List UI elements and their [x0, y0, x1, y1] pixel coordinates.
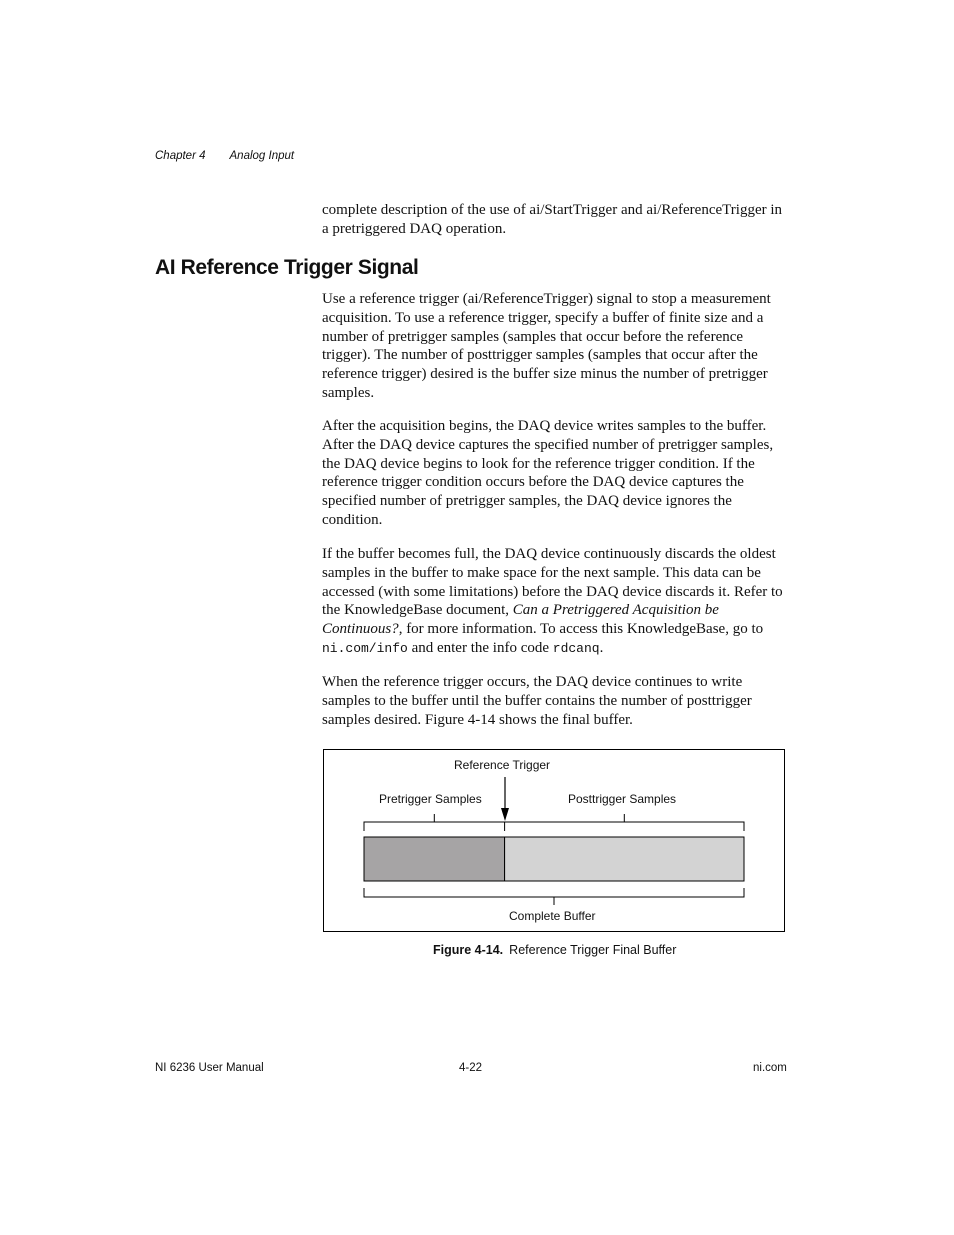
- header-chapter: Chapter 4: [155, 150, 206, 162]
- info-code: rdcanq: [552, 640, 600, 656]
- header-section: Analog Input: [229, 150, 295, 162]
- paragraph-3: [322, 545, 786, 659]
- intro-paragraph: [322, 201, 786, 239]
- para3-text-c: and enter the info code: [407, 639, 553, 656]
- knowledgebase-doc-title: Can a Pretriggered Acquisition be Continuous?: [322, 602, 719, 638]
- bottom-bracket: [364, 888, 744, 897]
- running-header: [155, 150, 294, 162]
- reference-trigger-label: Reference Trigger: [454, 758, 551, 772]
- info-url: ni.com/info: [322, 640, 408, 656]
- buffer-diagram: [324, 750, 784, 931]
- para3-text-a: If the buffer becomes full, the DAQ device continuously discards the oldest samples in the buffer to make space for the next sample. This data can be accessed (with some limitations) before the DAQ device discards it. Refer to the KnowledgeBase document,: [322, 546, 783, 619]
- pretrigger-segment: [364, 837, 505, 881]
- footer-site: ni.com: [753, 1062, 787, 1074]
- footer-manual: NI 6236 User Manual: [155, 1062, 264, 1074]
- paragraph-4: [322, 673, 786, 729]
- section-heading: AI Reference Trigger Signal: [155, 256, 419, 279]
- figure-number: Figure 4-14.: [433, 943, 504, 957]
- figure-title: Reference Trigger Final Buffer: [509, 943, 677, 957]
- para3-text-b: , for more information. To access this KnowledgeBase, go to: [398, 621, 764, 638]
- complete-buffer-label: Complete Buffer: [509, 909, 596, 923]
- figure-caption: [433, 943, 676, 957]
- top-bracket: [364, 822, 744, 831]
- paragraph-4-text: When the reference trigger occurs, the DAQ device continues to write samples to the buffer until the buffer contains the number of posttrigger samples desired. Figure 4-14 shows the final buffer.: [322, 674, 752, 728]
- buffer-figure: [323, 749, 785, 932]
- posttrigger-label: Posttrigger Samples: [568, 792, 677, 806]
- paragraph-2: [322, 417, 786, 530]
- paragraph-1: [322, 290, 786, 403]
- pretrigger-label: Pretrigger Samples: [379, 792, 482, 806]
- paragraph-3-text: [322, 545, 786, 659]
- paragraph-2-text: After the acquisition begins, the DAQ device writes samples to the buffer. After the DAQ device captures the specified number of pretrigger samples, the DAQ device begins to look for the reference trigger condition. If the reference trigger condition occurs before the DAQ device captures the specified number of pretrigger samples, the DAQ device ignores the condition.: [322, 418, 774, 528]
- posttrigger-segment: [505, 837, 744, 881]
- para3-text-d: .: [599, 639, 604, 656]
- intro-text: complete description of the use of ai/StartTrigger and ai/ReferenceTrigger in a pretriggered DAQ operation.: [322, 202, 783, 237]
- footer-page-number: 4-22: [459, 1062, 483, 1074]
- trigger-arrow-head: [501, 808, 509, 821]
- paragraph-1-text: Use a reference trigger (ai/ReferenceTrigger) signal to stop a measurement acquisition. To use a reference trigger, specify a buffer of finite size and a number of pretrigger samples (samples that occur before the reference trigger). The number of posttrigger samples (samples that occur after the reference trigger) desired is the buffer size minus the number of pretrigger samples.: [322, 291, 771, 401]
